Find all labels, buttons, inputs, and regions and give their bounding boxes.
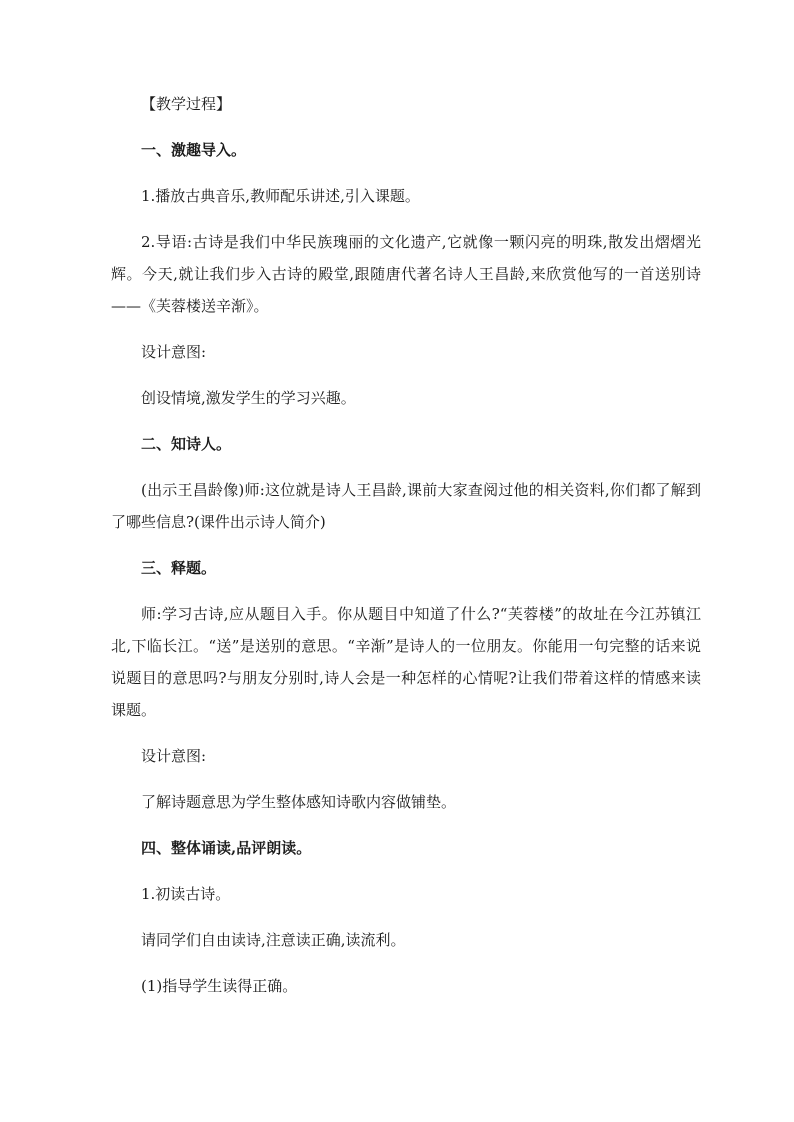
document-body [111,88,701,1016]
heading-intro: 一、激趣导入。 [141,141,247,159]
paragraph-guide-read: (1)指导学生读得正确。 [141,977,298,995]
paragraph-explain-title: 师:学习古诗,应从题目入手。你从题目中知道了什么?“芙蓉楼”的故址在今江苏镇江北,下临长江。“送”是送别的意思。“辛渐”是诗人的一位朋友。你能用一句完整的话来说说题目的意思吗?与朋友分别时,诗人会是一种怎样的心情呢?让我们带着这样的情感来读课题。 [111,605,701,719]
paragraph-item-1: 1.播放古典音乐,教师配乐讲述,引入课题。 [141,187,420,205]
paragraph-free-read: 请同学们自由读诗,注意读正确,读流利。 [141,931,406,949]
heading-know-poet: 二、知诗人。 [141,435,232,453]
design-intent-text-2: 了解诗题意思为学生整体感知诗歌内容做铺垫。 [141,793,457,811]
paragraph-poet: (出示王昌龄像)师:这位就是诗人王昌龄,课前大家查阅过他的相关资料,你们都了解到了哪些信息?(课件出示诗人简介) [111,481,701,531]
heading-recite: 四、整体诵读,品评朗读。 [141,839,312,857]
paragraph-item-2: 2.导语:古诗是我们中华民族瑰丽的文化遗产,它就像一颗闪亮的明珠,散发出熠熠光辉。今天,就让我们步入古诗的殿堂,跟随唐代著名诗人王昌龄,来欣赏他写的一首送别诗——《芙蓉楼送辛渐》。 [111,233,701,315]
paragraph-first-read: 1.初读古诗。 [141,885,231,903]
design-intent-text-1: 创设情境,激发学生的学习兴趣。 [141,389,356,407]
design-intent-label-2: 设计意图: [141,747,207,765]
section-label-teaching-process: 【教学过程】 [141,95,232,113]
heading-explain-title: 三、释题。 [141,559,217,577]
design-intent-label-1: 设计意图: [141,343,207,361]
